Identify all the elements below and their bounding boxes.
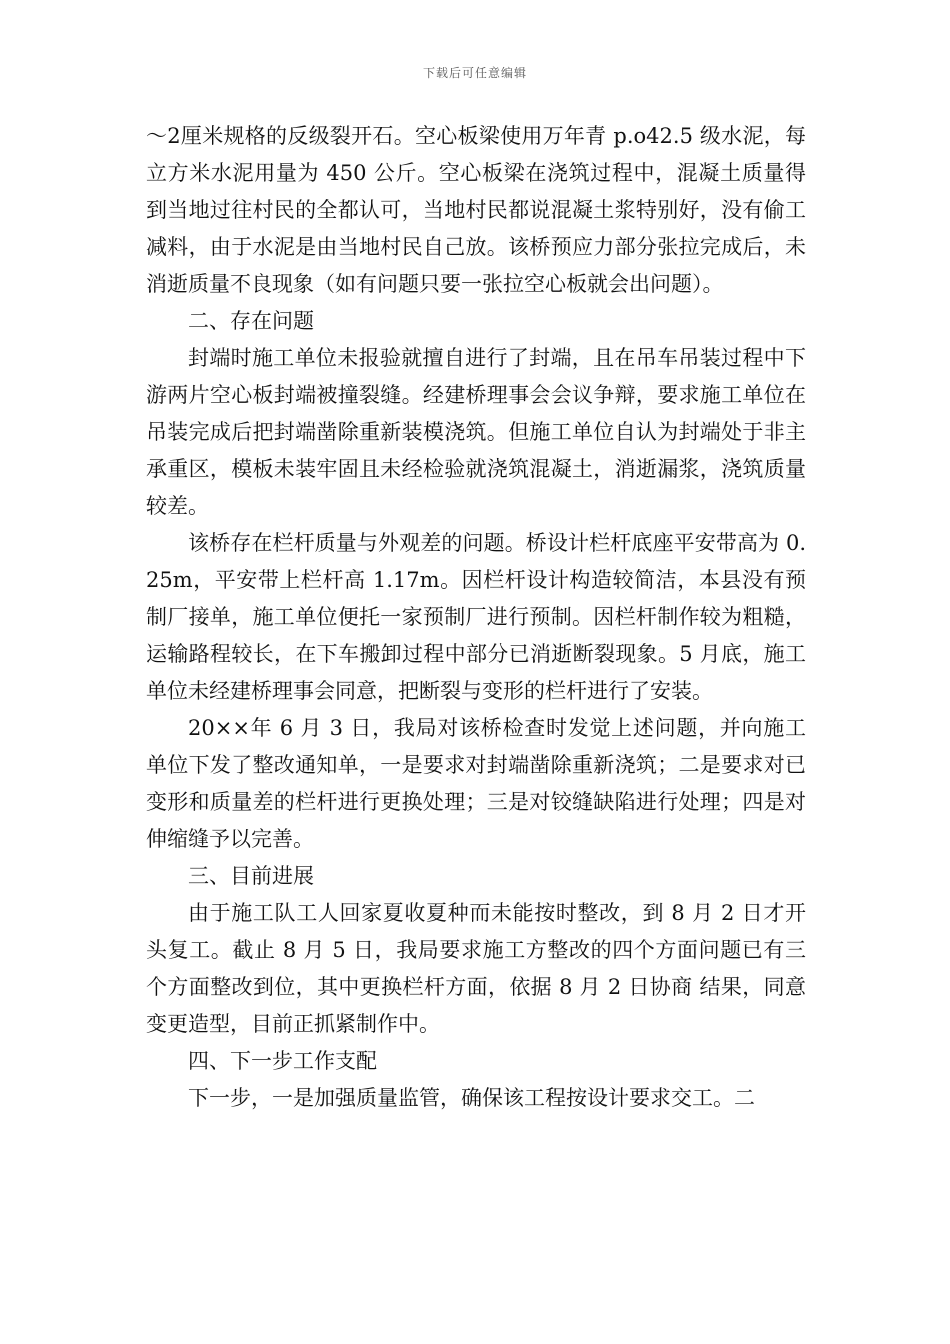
paragraph-next-steps: 下一步，一是加强质量监管，确保该工程按设计要求交工。二 xyxy=(188,1086,755,1110)
section-heading-current-progress: 三、目前进展 xyxy=(188,864,314,888)
section-heading-existing-problems: 二、存在问题 xyxy=(188,309,314,333)
section-heading-next-steps: 四、下一步工作支配 xyxy=(188,1049,377,1073)
paragraph-railing-quality: 该桥存在栏杆质量与外观差的问题。桥设计栏杆底座平安带高为 0.25m，平安带上栏杆高 1.17m。因栏杆设计构造较简洁，本县没有预制厂接单，施工单位便托一家预制厂进行预制。因栏杆制作较为粗糙，运输路程较长，在下车搬卸过程中部分已消逝断裂现象。5 月底，施工单位未经建桥理事会同意，把断裂与变形的栏杆进行了安装。 xyxy=(146,531,806,703)
document-body xyxy=(146,118,806,1117)
paragraph-end-sealing: 封端时施工单位未报验就擅自进行了封端，且在吊车吊装过程中下游两片空心板封端被撞裂缝。经建桥理事会会议争辩，要求施工单位在吊装完成后把封端凿除重新装模浇筑。但施工单位自认为封端处于非主承重区，模板未装牢固且未经检验就浇筑混凝土，消逝漏浆，浇筑质量较差。 xyxy=(146,346,806,518)
paragraph-progress: 由于施工队工人回家夏收夏种而未能按时整改，到 8 月 2 日才开头复工。截止 8 月 5 日，我局要求施工方整改的四个方面问题已有三个方面整改到位，其中更换栏杆方面，依据 8 月 2 日协商 结果，同意变更造型，目前正抓紧制作中。 xyxy=(146,901,806,1036)
paragraph-continuation: ～2厘米规格的反级裂开石。空心板梁使用万年青 p.o42.5 级水泥，每立方米水泥用量为 450 公斤。空心板梁在浇筑过程中，混凝土质量得到当地过往村民的全都认可，当地村民都说混凝土浆特别好，没有偷工减料，由于水泥是由当地村民自己放。该桥预应力部分张拉完成后，未消逝质量不良现象（如有问题只要一张拉空心板就会出问题）。 xyxy=(146,124,806,296)
page-header: 下载后可任意编辑 xyxy=(422,66,527,80)
paragraph-inspection-notice: 20××年 6 月 3 日，我局对该桥检查时发觉上述问题，并向施工单位下发了整改通知单，一是要求对封端凿除重新浇筑；二是要求对已变形和质量差的栏杆进行更换处理；三是对铰缝缺陷进行处理；四是对伸缩缝予以完善。 xyxy=(146,716,806,851)
